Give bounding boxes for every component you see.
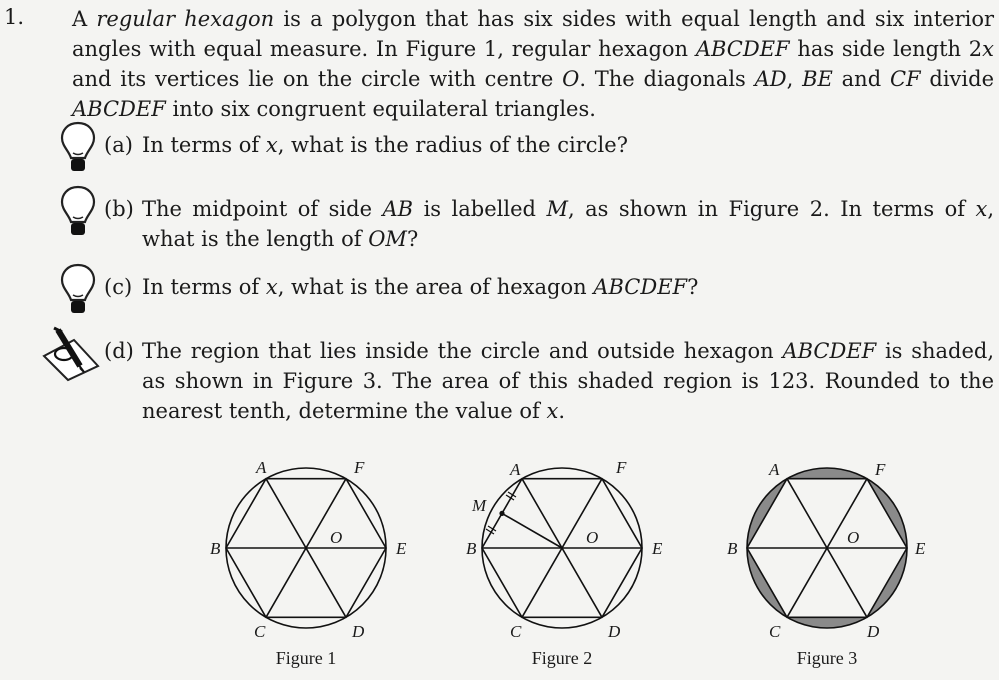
vertex-label-b: B <box>727 539 738 558</box>
vertex-label-b: B <box>466 539 477 558</box>
part-line: (b) The midpoint of side AB is labelled M, as shown in Figure 2. In terms of x, <box>104 194 994 224</box>
vertex-label-c: C <box>510 622 522 641</box>
vertex-label-a: A <box>510 460 521 479</box>
hexagon-diagram <box>727 452 927 652</box>
question-part <box>104 130 994 160</box>
question-part <box>104 336 994 426</box>
intro-line: and its vertices lie on the circle with centre O. The diagonals AD, BE and CF divide <box>72 67 994 91</box>
hexagon-diagram <box>462 452 662 652</box>
part-label: (d) <box>104 339 134 363</box>
part-label: (c) <box>104 275 133 299</box>
midpoint-label-m: M <box>472 496 487 515</box>
vertex-label-f: F <box>354 458 365 477</box>
vertex-label-a: A <box>256 458 267 477</box>
part-line: what is the length of OM? <box>142 227 419 251</box>
hexagon-diagram <box>206 452 406 652</box>
vertex-label-e: E <box>396 539 407 558</box>
vertex-label-a: A <box>769 460 780 479</box>
figure-3 <box>727 452 927 672</box>
part-line: (c) In terms of x, what is the area of hexagon ABCDEF? <box>104 272 994 302</box>
intro-line: angles with equal measure. In Figure 1, regular hexagon ABCDEF has side length 2x <box>72 37 995 61</box>
vertex-label-d: D <box>352 622 365 641</box>
part-line: as shown in Figure 3. The area of this shaded region is 123. Rounded to the <box>142 369 994 393</box>
question-part <box>104 272 994 302</box>
lightbulb-icon <box>58 262 98 320</box>
part-label: (b) <box>104 197 134 221</box>
center-label-o: O <box>330 528 343 547</box>
vertex-label-d: D <box>608 622 621 641</box>
vertex-label-c: C <box>769 622 781 641</box>
part-label: (a) <box>104 133 133 157</box>
question-intro <box>72 4 994 124</box>
part-line: nearest tenth, determine the value of x. <box>142 399 565 423</box>
vertex-label-f: F <box>875 460 886 479</box>
intro-line: A regular hexagon is a polygon that has six sides with equal length and six interior <box>72 7 995 31</box>
figure-caption: Figure 2 <box>531 648 593 668</box>
part-line: (a) In terms of x, what is the radius of the circle? <box>104 130 994 160</box>
lightbulb-icon <box>58 184 98 242</box>
figure-2 <box>462 452 662 672</box>
intro-line: ABCDEF into six congruent equilateral triangles. <box>72 97 596 121</box>
part-line: (d) The region that lies inside the circle and outside hexagon ABCDEF is shaded, <box>104 336 994 366</box>
lightbulb-icon <box>58 120 98 178</box>
vertex-label-d: D <box>867 622 880 641</box>
center-label-o: O <box>586 528 599 547</box>
vertex-label-c: C <box>254 622 266 641</box>
center-label-o: O <box>847 528 860 547</box>
question-part <box>104 194 994 254</box>
figure-caption: Figure 1 <box>275 648 337 668</box>
figure-caption: Figure 3 <box>796 648 858 668</box>
pencil-on-paper-icon <box>40 326 102 382</box>
vertex-label-e: E <box>652 539 663 558</box>
vertex-label-b: B <box>210 539 221 558</box>
question-number: 1. <box>4 5 25 29</box>
vertex-label-e: E <box>915 539 926 558</box>
vertex-label-f: F <box>616 458 627 477</box>
figure-1 <box>206 452 406 672</box>
